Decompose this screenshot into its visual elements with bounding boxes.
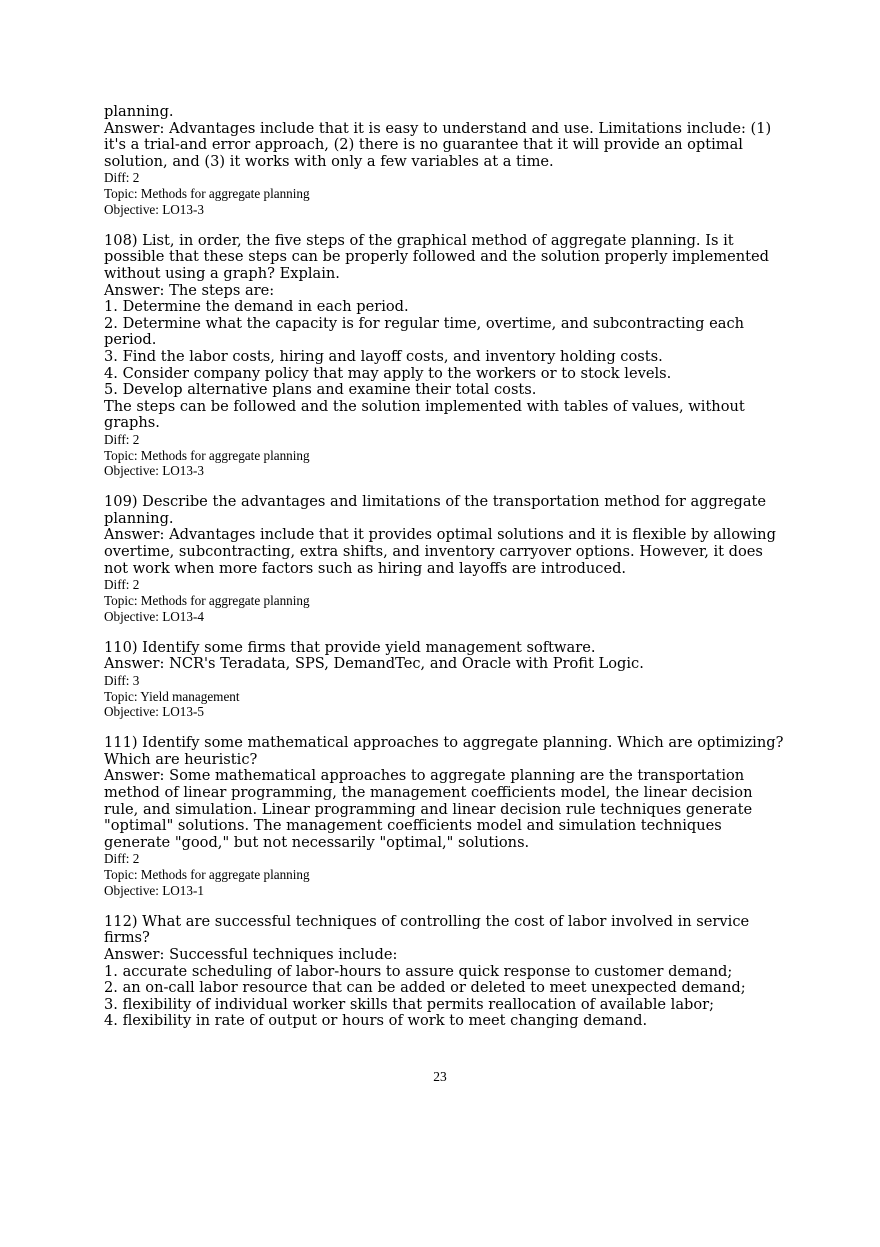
topic-label: Topic: Methods for aggregate planning (104, 593, 310, 609)
difficulty-label: Diff: 2 (104, 170, 140, 186)
topic-label: Topic: Yield management (104, 688, 240, 704)
question-block-111 (104, 735, 784, 899)
answer-step-1: 1. Determine the demand in each period. (104, 298, 409, 316)
question-block-110 (104, 640, 784, 721)
page-number: 23 (433, 1069, 447, 1084)
difficulty-label: Diff: 2 (104, 577, 140, 593)
answer-text: Answer: NCR's Teradata, SPS, DemandTec, and Oracle with Profit Logic. (104, 655, 644, 673)
question-text: 108) List, in order, the five steps of the graphical method of aggregate planning. Is it possible that these steps can be properly followed and the solution properly implemented without using a graph? Explain. (104, 231, 770, 282)
topic-label: Topic: Methods for aggregate planning (104, 186, 310, 202)
answer-item-4: 4. flexibility in rate of output or hours of work to meet changing demand. (104, 1012, 648, 1030)
answer-item-3: 3. flexibility of individual worker skills that permits reallocation of available labor; (104, 995, 715, 1013)
question-text: 111) Identify some mathematical approaches to aggregate planning. Which are optimizing? Which are heuristic? (104, 734, 784, 768)
answer-text: Answer: Advantages include that it provides optimal solutions and it is flexible by allowing overtime, subcontracting, extra shifts, and inventory carryover options. However, it does not work when more factors such as hiring and layoffs are introduced. (104, 526, 776, 577)
answer-intro: Answer: Successful techniques include: (104, 945, 398, 963)
difficulty-label: Diff: 3 (104, 672, 140, 688)
question-block-112 (104, 914, 784, 1030)
answer-conclusion: The steps can be followed and the solution implemented with tables of values, without graphs. (104, 397, 745, 432)
answer-step-2: 2. Determine what the capacity is for regular time, overtime, and subcontracting each period. (104, 314, 745, 349)
question-text: 112) What are successful techniques of controlling the cost of labor involved in service firms? (104, 912, 750, 947)
question-block-108 (104, 233, 784, 480)
topic-label: Topic: Methods for aggregate planning (104, 447, 310, 463)
objective-label: Objective: LO13-3 (104, 463, 204, 479)
topic-label: Topic: Methods for aggregate planning (104, 867, 310, 883)
answer-item-2: 2. an on-call labor resource that can be added or deleted to meet unexpected demand; (104, 979, 746, 997)
answer-text: Answer: Advantages include that it is easy to understand and use. Limitations include: (1) it's a trial-and error approach, (2) there is no guarantee that it will provide an optimal solution, and (3) it works with only a few variables at a time. (104, 119, 772, 170)
objective-label: Objective: LO13-1 (104, 882, 204, 898)
objective-label: Objective: LO13-4 (104, 608, 204, 624)
objective-label: Objective: LO13-5 (104, 704, 204, 720)
difficulty-label: Diff: 2 (104, 431, 140, 447)
objective-label: Objective: LO13-3 (104, 201, 204, 217)
answer-intro: Answer: The steps are: (104, 281, 275, 299)
question-block-109 (104, 494, 784, 624)
answer-text: Answer: Some mathematical approaches to aggregate planning are the transportation method of linear programming, the management coefficients model, the linear decision rule, and simulation. Linear programming and linear decision rule techniques generate "optimal" solutions. The management coefficients model and simulation techniques generate "good," but not necessarily "optimal," solutions. (104, 767, 753, 851)
answer-step-4: 4. Consider company policy that may apply to the workers or to stock levels. (104, 364, 672, 382)
question-text-line: planning. (104, 103, 174, 120)
question-text: 109) Describe the advantages and limitations of the transportation method for aggregate planning. (104, 493, 767, 527)
answer-step-5: 5. Develop alternative plans and examine their total costs. (104, 381, 537, 399)
question-block-107-continued (104, 104, 784, 218)
difficulty-label: Diff: 2 (104, 851, 140, 867)
document-page (104, 104, 784, 1045)
answer-item-1: 1. accurate scheduling of labor-hours to assure quick response to customer demand; (104, 962, 733, 980)
answer-step-3: 3. Find the labor costs, hiring and layoff costs, and inventory holding costs. (104, 347, 663, 365)
question-text: 110) Identify some firms that provide yield management software. (104, 638, 596, 656)
